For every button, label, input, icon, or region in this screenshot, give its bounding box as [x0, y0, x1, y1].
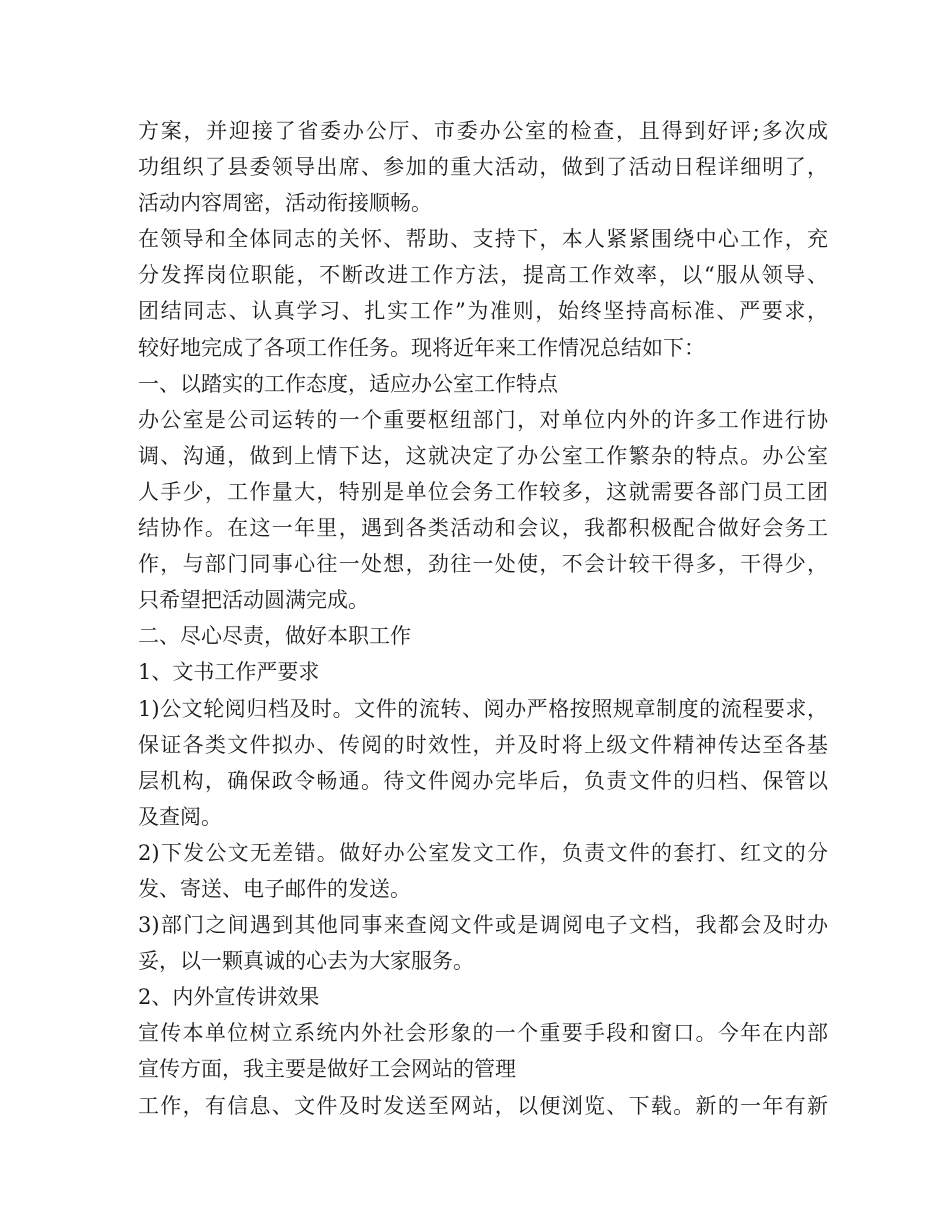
document-body: [138, 113, 828, 1124]
text-line: 功组织了县委领导出席、参加的重大活动，做到了活动日程详细明了，: [138, 155, 828, 180]
text-line: 在领导和全体同志的关怀、帮助、支持下，本人紧紧围绕中心工作，充: [138, 227, 828, 252]
text-line: 保证各类文件拟办、传阅的时效性，并及时将上级文件精神传达至各基: [138, 732, 828, 757]
text-line: 二、尽心尽责，做好本职工作: [138, 624, 411, 649]
text-line: 2)下发公文无差错。做好办公室发文工作，负责文件的套打、红文的分: [138, 840, 828, 865]
text-line: 作，与部门同事心往一处想，劲往一处使，不会计较干得多，干得少，: [138, 552, 828, 577]
text-line: 一、以踏实的工作态度，适应办公室工作特点: [138, 371, 558, 396]
text-line: 宣传本单位树立系统内外社会形象的一个重要手段和窗口。今年在内部: [138, 1021, 828, 1046]
text-line: 办公室是公司运转的一个重要枢纽部门，对单位内外的许多工作进行协: [138, 407, 828, 432]
text-line: 方案，并迎接了省委办公厅、市委办公室的检查，且得到好评;多次成: [138, 119, 828, 143]
text-line: 团结同志、认真学习、扎实工作”为准则，始终坚持高标准、严要求，: [138, 299, 828, 324]
text-line: 2、内外宣传讲效果: [138, 985, 320, 1010]
text-line: 妥，以一颗真诚的心去为大家服务。: [138, 949, 474, 974]
text-line: 分发挥岗位职能，不断改进工作方法，提高工作效率，以“服从领导、: [138, 263, 828, 288]
text-line: 3)部门之间遇到其他同事来查阅文件或是调阅电子文档，我都会及时办: [138, 913, 828, 938]
text-line: 工作，有信息、文件及时发送至网站，以便浏览、下载。新的一年有新: [138, 1093, 828, 1118]
text-line: 1)公文轮阅归档及时。文件的流转、阅办严格按照规章制度的流程要求，: [138, 696, 828, 721]
text-line: 层机构，确保政令畅通。待文件阅办完毕后，负责文件的归档、保管以: [138, 768, 828, 793]
text-line: 宣传方面，我主要是做好工会网站的管理: [138, 1057, 516, 1082]
text-line: 发、寄送、电子邮件的发送。: [138, 876, 411, 901]
text-line: 及查阅。: [138, 804, 222, 829]
text-line: 调、沟通，做到上情下达，这就决定了办公室工作繁杂的特点。办公室: [138, 443, 828, 468]
text-line: 活动内容周密，活动衔接顺畅。: [138, 191, 432, 216]
text-line: 1、文书工作严要求: [138, 660, 320, 685]
text-line: 结协作。在这一年里，遇到各类活动和会议，我都积极配合做好会务工: [138, 516, 828, 541]
text-line: 较好地完成了各项工作任务。现将近年来工作情况总结如下：: [138, 335, 705, 360]
text-line: 人手少，工作量大，特别是单位会务工作较多，这就需要各部门员工团: [138, 479, 828, 504]
text-line: 只希望把活动圆满完成。: [138, 588, 369, 613]
